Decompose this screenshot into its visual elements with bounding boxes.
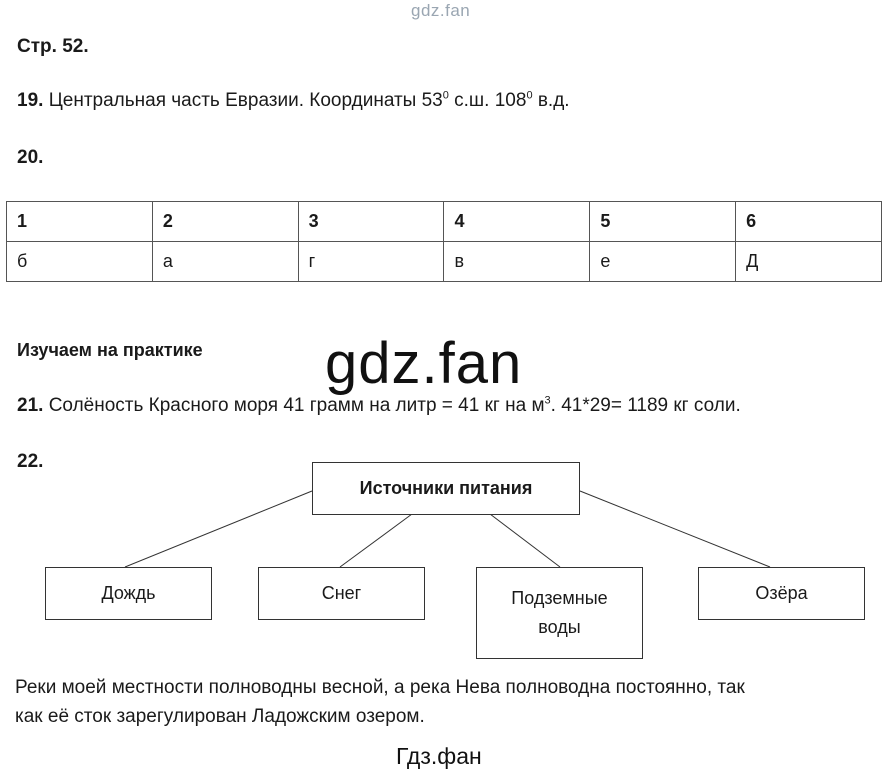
table-header-cell: 2	[152, 202, 298, 242]
degree-sup-1: 0	[442, 89, 449, 102]
connector-line	[580, 491, 770, 567]
diagram-child-label: Озёра	[755, 583, 808, 604]
paragraph-line-1: Реки моей местности полноводны весной, а река Нева полноводна постоянно, так	[15, 677, 745, 698]
question-21-text-b: . 41*29= 1189 кг соли.	[550, 395, 741, 416]
diagram-root-box	[312, 462, 580, 515]
connector-line	[340, 514, 412, 567]
page-label: Стр. 52.	[17, 36, 89, 57]
table-header-cell: 1	[7, 202, 153, 242]
diagram-child-box	[698, 567, 865, 620]
question-20-number: 20.	[17, 147, 44, 168]
paragraph-line-2: как её сток зарегулирован Ладожским озером.	[15, 706, 425, 727]
watermark-top: gdz.fan	[411, 1, 471, 20]
connector-line	[125, 491, 312, 567]
question-19-number: 19.	[17, 90, 44, 111]
table-header-cell: 5	[590, 202, 736, 242]
table-header-cell: 4	[444, 202, 590, 242]
table-value-cell: Д	[736, 242, 882, 282]
watermark-center: gdz.fan	[325, 331, 523, 396]
table-value-cell: б	[7, 242, 153, 282]
question-21-text-a: Солёность Красного моря 41 грамм на литр = 41 кг на м	[43, 395, 545, 416]
table-header-cell: 6	[736, 202, 882, 242]
cubic-sup: 3	[544, 394, 551, 407]
section-heading: Изучаем на практике	[17, 340, 203, 360]
table-value-cell: г	[298, 242, 444, 282]
diagram-child-label: Снег	[321, 583, 362, 604]
watermark-bottom: Гдз.фан	[396, 743, 482, 769]
table-value-cell: а	[152, 242, 298, 282]
question-22-number: 22.	[17, 451, 44, 472]
table-value-cell: в	[444, 242, 590, 282]
question-19-text-a: Центральная часть Евразии. Координаты 53	[43, 90, 443, 111]
question-19-text-b: с.ш. 108	[448, 90, 527, 111]
question-19-text-c: в.д.	[532, 90, 570, 111]
connector-line	[490, 514, 560, 567]
degree-sup-2: 0	[526, 89, 533, 102]
table-value-cell: е	[590, 242, 736, 282]
diagram-child-label: Подземные воды	[511, 588, 608, 637]
question-21-number: 21.	[17, 395, 44, 416]
diagram-child-box	[45, 567, 212, 620]
diagram-child-box	[258, 567, 425, 620]
table-header-cell: 3	[298, 202, 444, 242]
diagram-root-label: Источники питания	[359, 478, 533, 499]
diagram-child-label: Дождь	[101, 583, 156, 604]
diagram-child-box	[476, 567, 643, 659]
